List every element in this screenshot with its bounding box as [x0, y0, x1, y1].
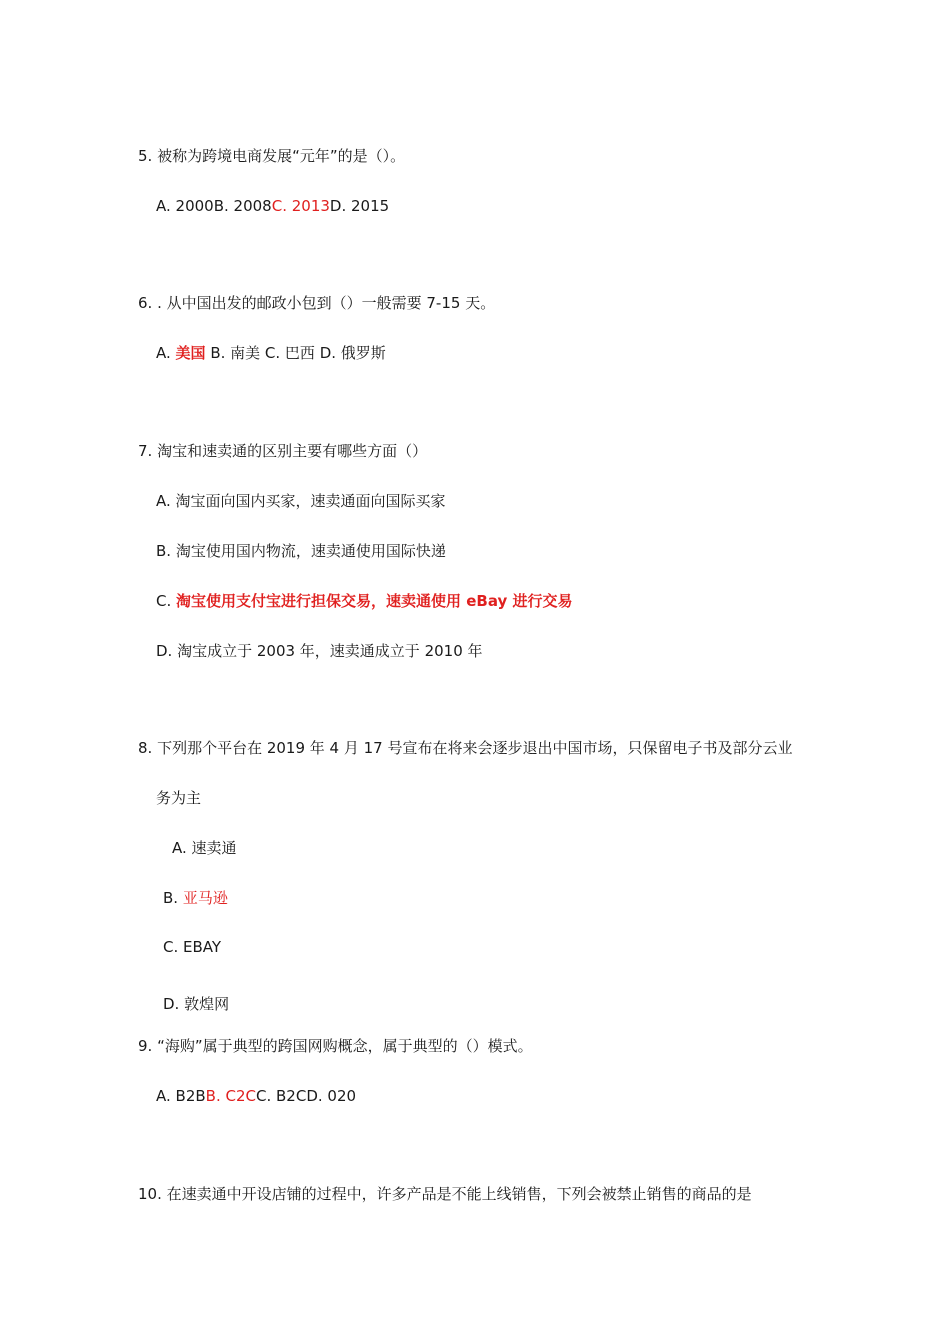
question-9-option-a: A. B2B	[156, 1087, 206, 1105]
question-5-option-d: D. 2015	[329, 197, 390, 215]
question-9: 9. “海购”属于典型的跨国网购概念，属于典型的（）模式。	[138, 1037, 533, 1055]
question-9-answer: B. C2C	[205, 1087, 256, 1105]
question-7-option-c-prefix: C.	[156, 592, 177, 610]
question-7-option-c	[156, 591, 573, 611]
question-6-options	[156, 343, 386, 363]
question-6-answer: 美国	[175, 344, 206, 362]
question-8-option-d: D. 敦煌网	[163, 995, 230, 1013]
question-8-option-b	[163, 888, 228, 908]
question-8-option-b-prefix: B.	[163, 889, 183, 907]
question-9-options	[156, 1086, 356, 1106]
question-5: 5. 被称为跨境电商发展“元年”的是（）。	[138, 147, 406, 165]
question-10: 10. 在速卖通中开设店铺的过程中，许多产品是不能上线销售，下列会被禁止销售的商品的是	[138, 1185, 752, 1203]
question-5-options-ab: A. 2000B. 2008	[156, 197, 272, 215]
question-7-answer: 淘宝使用支付宝进行担保交易，速卖通使用 eBay 进行交易	[176, 592, 573, 610]
question-8-line-2: 务为主	[156, 789, 202, 807]
question-8-option-c: C. EBAY	[163, 938, 222, 956]
question-6-options-rest: B. 南美 C. 巴西 D. 俄罗斯	[205, 344, 386, 362]
question-7-option-d: D. 淘宝成立于 2003 年，速卖通成立于 2010 年	[156, 642, 483, 660]
question-6-option-a-prefix: A.	[156, 344, 176, 362]
question-8-answer: 亚马逊	[182, 889, 228, 907]
question-7-option-a: A. 淘宝面向国内买家，速卖通面向国际买家	[156, 492, 446, 510]
question-5-answer: C. 2013	[271, 197, 330, 215]
question-7-option-b: B. 淘宝使用国内物流，速卖通使用国际快递	[156, 542, 446, 560]
question-8-option-a: A. 速卖通	[172, 839, 237, 857]
question-8-line-1: 8. 下列那个平台在 2019 年 4 月 17 号宣布在将来会逐步退出中国市场，只保留电子书及部分云业	[138, 739, 793, 757]
question-5-options	[156, 196, 389, 216]
question-9-options-rest: C. B2CD. 020	[256, 1087, 357, 1105]
question-6: 6. . 从中国出发的邮政小包到（）一般需要 7-15 天。	[138, 294, 496, 312]
question-7: 7. 淘宝和速卖通的区别主要有哪些方面（）	[138, 442, 428, 460]
